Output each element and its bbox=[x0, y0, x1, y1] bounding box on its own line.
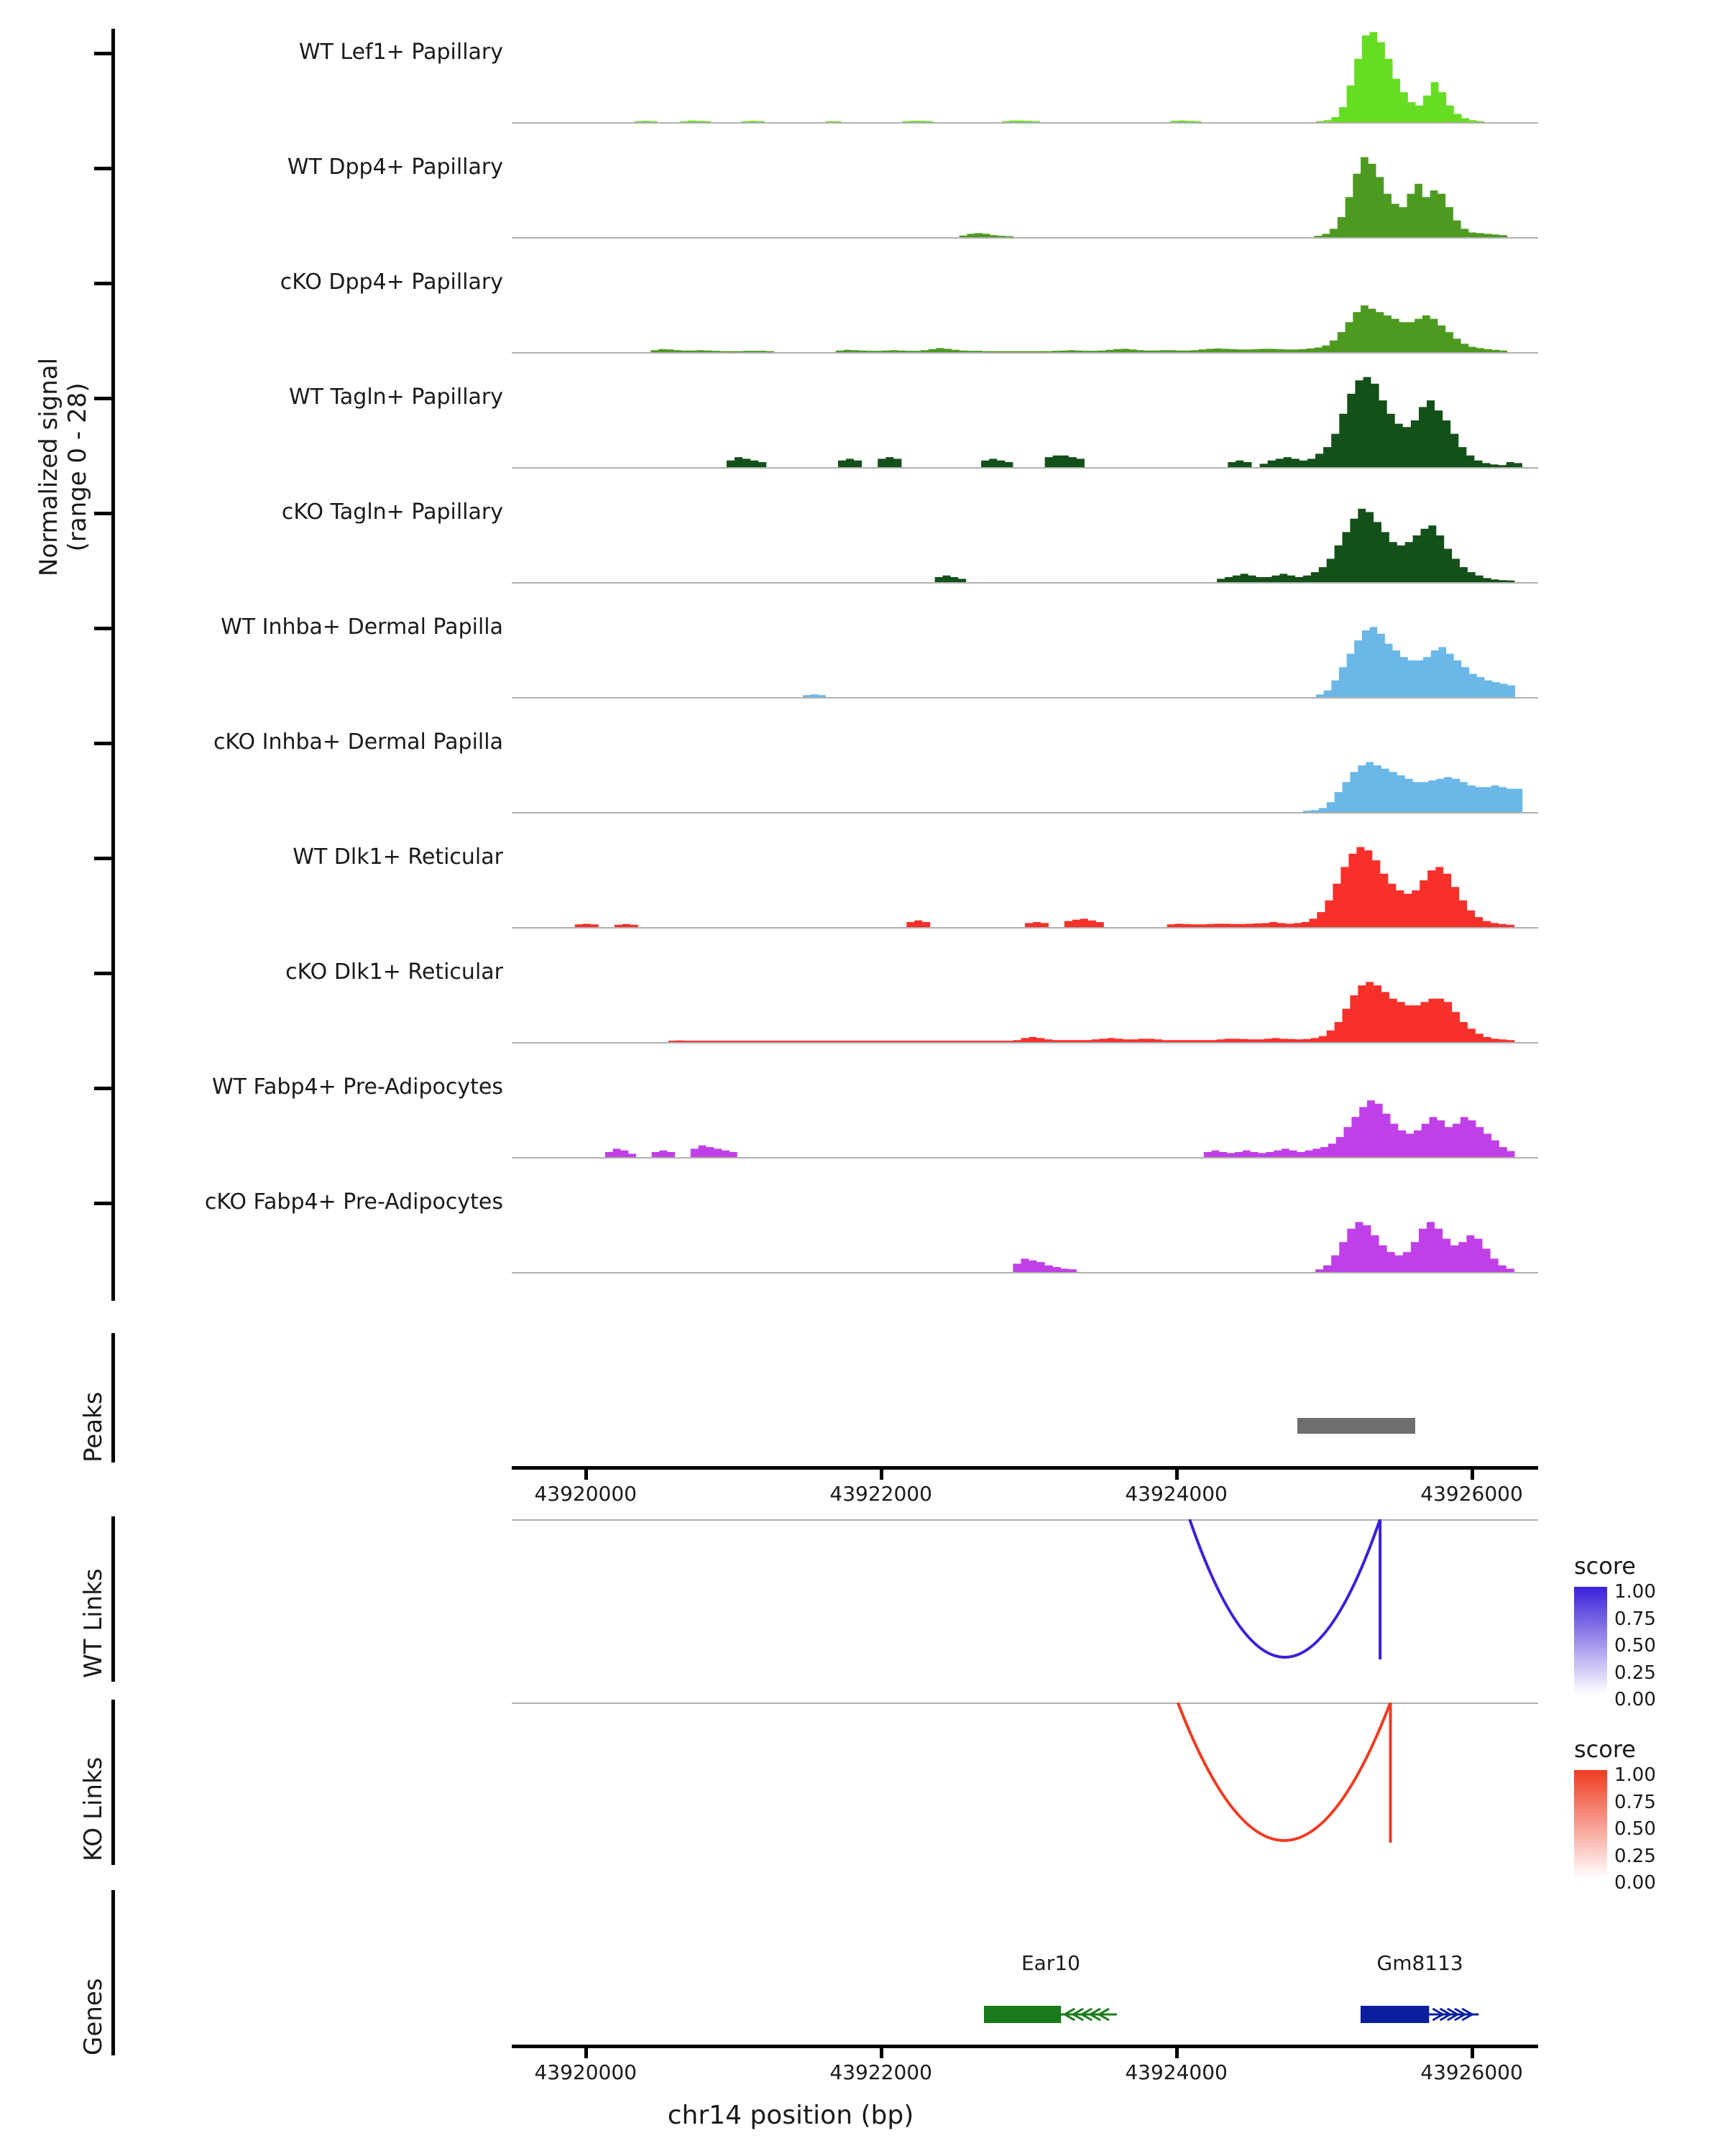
x-axis-tick bbox=[1471, 1470, 1474, 1480]
peaks-axis-spine bbox=[111, 1333, 115, 1462]
coverage-axis-spine bbox=[111, 29, 115, 1301]
wt-links-panel bbox=[0, 1509, 1725, 1682]
genes-axis-spine bbox=[111, 1890, 115, 2055]
legend-colorbar bbox=[1574, 1770, 1607, 1878]
track-label: WT Fabp4+ Pre-Adipocytes bbox=[212, 1074, 503, 1100]
legend-colorbar bbox=[1574, 1587, 1607, 1695]
x-axis-line bbox=[512, 1466, 1538, 1470]
coverage-area bbox=[512, 604, 1538, 699]
x-axis-tick bbox=[1175, 1470, 1179, 1480]
x-axis-tick bbox=[1175, 2048, 1179, 2058]
track-label: cKO Dpp4+ Papillary bbox=[280, 270, 503, 295]
wt-links-axis-spine bbox=[111, 1516, 115, 1682]
ko-links-section-label: KO Links bbox=[79, 1756, 108, 1861]
coverage-area bbox=[512, 834, 1538, 929]
ko-links-panel bbox=[0, 1692, 1725, 1865]
x-axis-tick-label: 43922000 bbox=[829, 1482, 932, 1506]
legend-tick-label: 0.25 bbox=[1614, 1662, 1656, 1684]
x-axis-tick bbox=[584, 1470, 588, 1480]
genes-panel bbox=[0, 1883, 1725, 2070]
x-axis-line bbox=[512, 2045, 1538, 2048]
x-axis-tick-label: 43924000 bbox=[1125, 1482, 1228, 1506]
gene-label: Ear10 bbox=[1021, 1951, 1080, 1975]
track-label: WT Tagln+ Papillary bbox=[289, 384, 503, 410]
gene-model[interactable] bbox=[984, 1998, 1124, 2031]
track-label: WT Dpp4+ Papillary bbox=[287, 155, 503, 180]
genes-section-label: Genes bbox=[79, 1978, 108, 2055]
x-axis-tick bbox=[880, 2048, 883, 2058]
gene-model[interactable] bbox=[1361, 1998, 1486, 2031]
coverage-area bbox=[512, 374, 1538, 469]
legend-title: score bbox=[1574, 1552, 1636, 1580]
legend-tick-label: 0.75 bbox=[1614, 1791, 1656, 1813]
x-axis-tick-label: 43922000 bbox=[829, 2060, 932, 2084]
legend-tick-label: 0.00 bbox=[1614, 1872, 1656, 1894]
coverage-area bbox=[512, 1064, 1538, 1158]
x-axis-label: chr14 position (bp) bbox=[667, 2101, 914, 2130]
legend-tick-label: 0.25 bbox=[1614, 1845, 1656, 1867]
coverage-area bbox=[512, 259, 1538, 354]
wt-links-section-label: WT Links bbox=[79, 1568, 108, 1678]
x-axis-tick-label: 43924000 bbox=[1125, 2060, 1228, 2084]
legend-tick-label: 0.00 bbox=[1614, 1689, 1656, 1710]
x-axis-tick-label: 43920000 bbox=[534, 2060, 637, 2084]
track-label: cKO Dlk1+ Reticular bbox=[285, 959, 503, 985]
coverage-area bbox=[512, 489, 1538, 584]
legend-title: score bbox=[1574, 1736, 1636, 1763]
links-arcs bbox=[512, 1519, 1538, 1663]
coverage-area bbox=[512, 29, 1538, 124]
track-label: cKO Tagln+ Papillary bbox=[281, 499, 503, 525]
legend-tick-label: 1.00 bbox=[1614, 1581, 1656, 1603]
coverage-area bbox=[512, 949, 1538, 1044]
x-axis-tick bbox=[880, 1470, 883, 1480]
x-axis-bottom bbox=[0, 2045, 1725, 2145]
legend-tick-label: 1.00 bbox=[1614, 1764, 1656, 1786]
coverage-area bbox=[512, 144, 1538, 239]
x-axis-tick-label: 43926000 bbox=[1420, 1482, 1523, 1506]
track-label: cKO Inhba+ Dermal Papilla bbox=[213, 729, 503, 755]
coverage-area bbox=[512, 719, 1538, 814]
legend-tick-label: 0.75 bbox=[1614, 1608, 1656, 1630]
y-axis-label-line1: Normalized signal bbox=[34, 357, 63, 577]
peak-region bbox=[1297, 1418, 1415, 1434]
y-axis-label-line2: (range 0 - 28) bbox=[63, 382, 92, 552]
x-axis-tick-label: 43926000 bbox=[1420, 2060, 1523, 2084]
ko-links-axis-spine bbox=[111, 1700, 115, 1865]
coverage-area bbox=[512, 1179, 1538, 1273]
legend-tick-label: 0.50 bbox=[1614, 1635, 1656, 1657]
gene-label: Gm8113 bbox=[1376, 1951, 1463, 1975]
track-label: WT Dlk1+ Reticular bbox=[293, 844, 503, 870]
track-label: WT Inhba+ Dermal Papilla bbox=[221, 614, 503, 640]
peaks-section-label: Peaks bbox=[79, 1391, 108, 1462]
track-label: cKO Fabp4+ Pre-Adipocytes bbox=[204, 1189, 503, 1215]
legend-tick-label: 0.50 bbox=[1614, 1818, 1656, 1840]
links-arcs bbox=[512, 1703, 1538, 1846]
peaks-panel bbox=[0, 1333, 1725, 1462]
x-axis-tick-label: 43920000 bbox=[534, 1482, 637, 1506]
x-axis-tick bbox=[1471, 2048, 1474, 2058]
x-axis-tick bbox=[584, 2048, 588, 2058]
track-label: WT Lef1+ Papillary bbox=[298, 40, 503, 65]
